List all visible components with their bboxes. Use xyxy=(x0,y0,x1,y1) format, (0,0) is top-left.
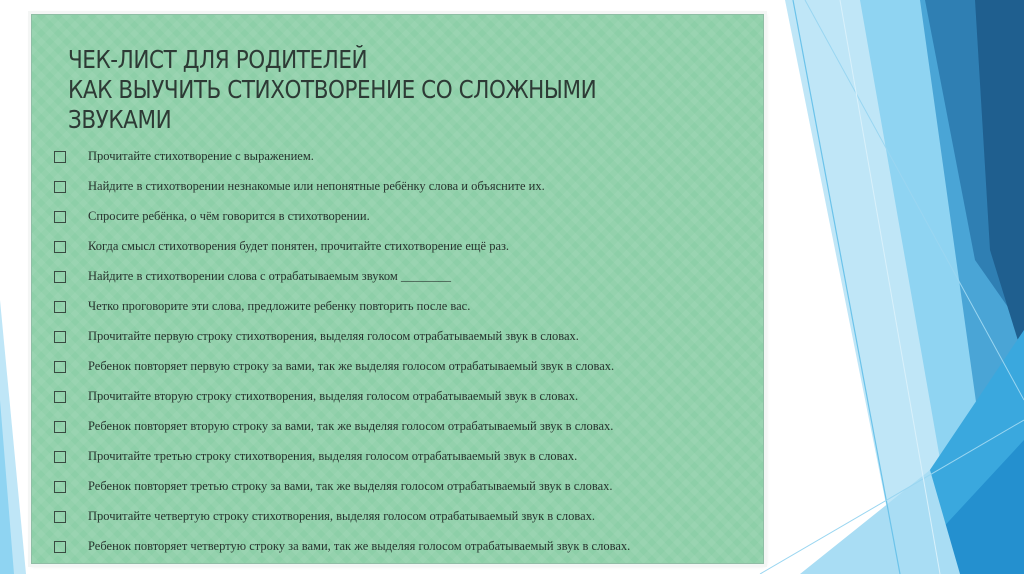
checklist-item-text: Когда смысл стихотворения будет понятен, прочитайте стихотворение ещё раз. xyxy=(88,239,510,253)
checklist-item xyxy=(32,506,764,530)
checkbox-icon[interactable] xyxy=(54,271,66,283)
checklist-item xyxy=(32,536,764,560)
checklist-item-text: Найдите в стихотворении незнакомые или непонятные ребёнку слова и объясните их. xyxy=(88,179,545,193)
checklist-item-text: Спросите ребёнка, о чём говорится в стихотворении. xyxy=(88,209,370,223)
checklist-item-text: Прочитайте вторую строку стихотворения, выделяя голосом отрабатываемый звук в словах. xyxy=(88,389,579,403)
title-line-3: ЗВУКАМИ xyxy=(68,105,172,134)
checkbox-icon[interactable] xyxy=(54,451,66,463)
checklist-card xyxy=(31,14,764,564)
checkbox-icon[interactable] xyxy=(54,421,66,433)
checklist-item-text: Четко проговорите эти слова, предложите ребенку повторить после вас. xyxy=(88,299,471,313)
checkbox-icon[interactable] xyxy=(54,541,66,553)
checkbox-icon[interactable] xyxy=(54,511,66,523)
checklist-item-text: Прочитайте стихотворение с выражением. xyxy=(88,149,314,163)
checkbox-icon[interactable] xyxy=(54,391,66,403)
title-line-2: КАК ВЫУЧИТЬ СТИХОТВОРЕНИЕ СО СЛОЖНЫМИ xyxy=(68,75,597,104)
checkbox-icon[interactable] xyxy=(54,181,66,193)
checklist-item-text: Ребенок повторяет третью строку за вами, так же выделяя голосом отрабатываемый звук в словах. xyxy=(88,479,613,493)
title-line-1: ЧЕК-ЛИСТ ДЛЯ РОДИТЕЛЕЙ xyxy=(68,45,368,74)
checkbox-icon[interactable] xyxy=(54,211,66,223)
checkbox-icon[interactable] xyxy=(54,301,66,313)
checkbox-icon[interactable] xyxy=(54,361,66,373)
checklist-item xyxy=(32,296,764,320)
checklist-item-text: Ребенок повторяет вторую строку за вами, так же выделяя голосом отрабатываемый звук в словах. xyxy=(88,419,614,433)
checklist-item xyxy=(32,416,764,440)
checkbox-icon[interactable] xyxy=(54,481,66,493)
checkbox-icon[interactable] xyxy=(54,331,66,343)
page-title xyxy=(68,45,636,135)
checklist-item xyxy=(32,266,764,290)
checklist-item xyxy=(32,386,764,410)
checklist-item-text: Ребенок повторяет четвертую строку за вами, так же выделяя голосом отрабатываемый звук в словах. xyxy=(88,539,631,553)
checklist-item-text: Прочитайте третью строку стихотворения, выделяя голосом отрабатываемый звук в словах. xyxy=(88,449,578,463)
checklist-item xyxy=(32,326,764,350)
checklist-item-text: Ребенок повторяет первую строку за вами, так же выделяя голосом отрабатываемый звук в словах. xyxy=(88,359,615,373)
checklist-item-text: Найдите в стихотворении слова с отрабатываемым звуком ________ xyxy=(88,269,451,283)
checkbox-icon[interactable] xyxy=(54,151,66,163)
checklist-item xyxy=(32,356,764,380)
checklist-item xyxy=(32,476,764,500)
checkbox-icon[interactable] xyxy=(54,241,66,253)
checklist-item xyxy=(32,446,764,470)
checklist-item xyxy=(32,206,764,230)
checklist-item xyxy=(32,146,764,170)
checklist-item-text: Прочитайте первую строку стихотворения, выделяя голосом отрабатываемый звук в словах. xyxy=(88,329,579,343)
checklist-item-text: Прочитайте четвертую строку стихотворения, выделяя голосом отрабатываемый звук в словах. xyxy=(88,509,595,523)
checklist-item xyxy=(32,236,764,260)
checklist-item xyxy=(32,176,764,200)
